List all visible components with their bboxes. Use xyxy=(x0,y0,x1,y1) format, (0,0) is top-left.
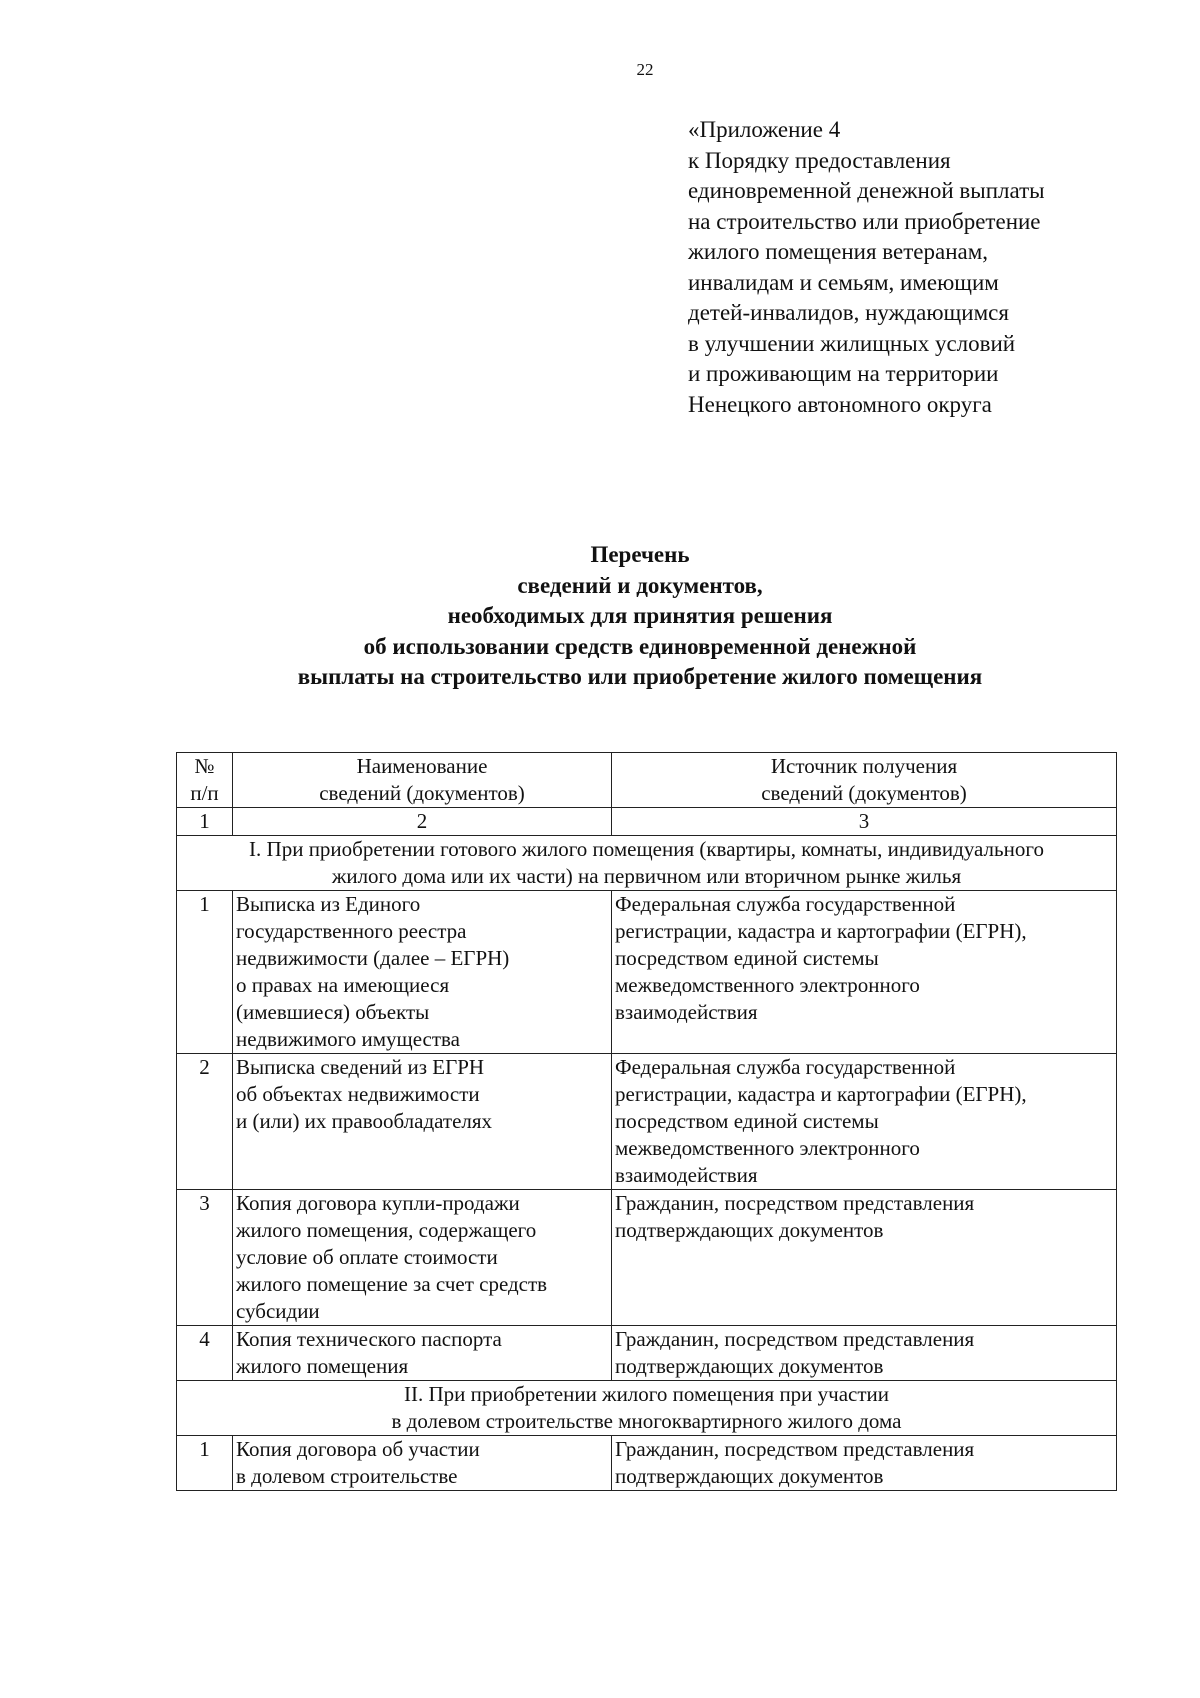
section-heading-row xyxy=(177,836,1117,891)
header-text: Наименование xyxy=(356,754,488,778)
row-number: 4 xyxy=(177,1326,233,1381)
cell-line: Гражданин, посредством представления xyxy=(615,1327,975,1351)
cell-line: субсидии xyxy=(236,1299,320,1323)
cell-line: Копия договора купли-продажи xyxy=(236,1191,520,1215)
section-heading-line: жилого дома или их части) на первичном или вторичном рынке жилья xyxy=(331,864,962,888)
column-index: 1 xyxy=(177,808,233,836)
row-number: 1 xyxy=(177,891,233,1054)
column-index: 2 xyxy=(233,808,612,836)
cell-line: недвижимого имущества xyxy=(236,1027,460,1051)
appendix-line: Ненецкого автономного округа xyxy=(688,391,992,417)
document-source xyxy=(612,1190,1117,1326)
cell-line: в долевом строительстве xyxy=(236,1464,458,1488)
cell-line: об объектах недвижимости xyxy=(236,1082,480,1106)
cell-line: жилого помещение за счет средств xyxy=(236,1272,548,1296)
cell-line: недвижимости (далее – ЕГРН) xyxy=(236,946,510,970)
title-line: необходимых для принятия решения xyxy=(447,603,833,628)
header-text: сведений (документов) xyxy=(761,781,967,805)
document-source xyxy=(612,1326,1117,1381)
cell-line: взаимодействия xyxy=(615,1163,758,1187)
header-text: п/п xyxy=(190,781,219,805)
cell-line: Федеральная служба государственной xyxy=(615,1055,956,1079)
title-line: Перечень xyxy=(590,542,690,567)
page-number: 22 xyxy=(636,60,654,79)
appendix-line: «Приложение 4 xyxy=(688,117,841,142)
cell-line: межведомственного электронного xyxy=(615,973,920,997)
document-name xyxy=(233,1054,612,1190)
row-number: 1 xyxy=(177,1436,233,1491)
document-source xyxy=(612,891,1117,1054)
appendix-line: к Порядку предоставления xyxy=(688,147,951,173)
cell-line: регистрации, кадастра и картографии (ЕГРН), xyxy=(615,1082,1027,1106)
document-name xyxy=(233,1190,612,1326)
cell-line: регистрации, кадастра и картографии (ЕГРН), xyxy=(615,919,1027,943)
cell-line: Копия договора об участии xyxy=(236,1437,480,1461)
cell-line: жилого помещения, содержащего xyxy=(236,1218,537,1242)
table-row xyxy=(177,1436,1117,1491)
cell-line: подтверждающих документов xyxy=(615,1218,884,1242)
header-name xyxy=(233,753,612,808)
column-index-row xyxy=(177,808,1117,836)
header-number xyxy=(177,753,233,808)
title-line: сведений и документов, xyxy=(517,572,763,598)
cell-line: подтверждающих документов xyxy=(615,1354,884,1378)
cell-line: (имевшиеся) объекты xyxy=(236,1000,430,1024)
appendix-line: инвалидам и семьям, имеющим xyxy=(688,269,999,295)
section-heading xyxy=(177,1381,1117,1436)
cell-line: Выписка из Единого xyxy=(236,892,421,916)
cell-line: взаимодействия xyxy=(615,1000,758,1024)
cell-line: и (или) их правообладателях xyxy=(236,1109,493,1133)
document-source xyxy=(612,1436,1117,1491)
header-text: Источник получения xyxy=(770,754,958,778)
table-header-row xyxy=(177,753,1117,808)
cell-line: межведомственного электронного xyxy=(615,1136,920,1160)
section-heading-line: I. При приобретении готового жилого помещения (квартиры, комнаты, индивидуального xyxy=(249,837,1044,861)
appendix-line: и проживающим на территории xyxy=(688,361,999,386)
header-source xyxy=(612,753,1117,808)
document-name xyxy=(233,1436,612,1491)
table-row xyxy=(177,891,1117,1054)
table-row xyxy=(177,1326,1117,1381)
documents-table xyxy=(176,752,1117,1491)
table-row xyxy=(177,1190,1117,1326)
cell-line: государственного реестра xyxy=(236,919,467,943)
cell-line: Гражданин, посредством представления xyxy=(615,1191,975,1215)
title-line: выплаты на строительство или приобретение жилого помещения xyxy=(297,664,983,689)
cell-line: о правах на имеющиеся xyxy=(236,973,450,997)
cell-line: подтверждающих документов xyxy=(615,1464,884,1488)
header-text: сведений (документов) xyxy=(319,781,525,805)
cell-line: Копия технического паспорта xyxy=(236,1327,502,1351)
document-title xyxy=(170,540,1110,693)
row-number: 2 xyxy=(177,1054,233,1190)
appendix-line: жилого помещения ветеранам, xyxy=(688,239,989,264)
appendix-line: единовременной денежной выплаты xyxy=(688,178,1045,203)
column-index: 3 xyxy=(612,808,1117,836)
row-number: 3 xyxy=(177,1190,233,1326)
header-text: № xyxy=(194,754,215,778)
cell-line: посредством единой системы xyxy=(615,946,879,970)
title-line: об использовании средств единовременной денежной xyxy=(363,633,917,659)
appendix-heading xyxy=(688,115,1168,420)
appendix-line: на строительство или приобретение xyxy=(688,208,1041,234)
cell-line: Гражданин, посредством представления xyxy=(615,1437,975,1461)
section-heading xyxy=(177,836,1117,891)
document-name xyxy=(233,891,612,1054)
appendix-line: в улучшении жилищных условий xyxy=(688,330,1016,356)
section-heading-row xyxy=(177,1381,1117,1436)
table-row xyxy=(177,1054,1117,1190)
cell-line: Федеральная служба государственной xyxy=(615,892,956,916)
document-source xyxy=(612,1054,1117,1190)
cell-line: посредством единой системы xyxy=(615,1109,879,1133)
section-heading-line: в долевом строительстве многоквартирного жилого дома xyxy=(391,1409,902,1433)
cell-line: жилого помещения xyxy=(236,1354,409,1378)
section-heading-line: II. При приобретении жилого помещения при участии xyxy=(403,1382,890,1406)
cell-line: условие об оплате стоимости xyxy=(236,1245,498,1269)
document-name xyxy=(233,1326,612,1381)
cell-line: Выписка сведений из ЕГРН xyxy=(236,1055,485,1079)
appendix-line: детей-инвалидов, нуждающимся xyxy=(688,300,1009,325)
